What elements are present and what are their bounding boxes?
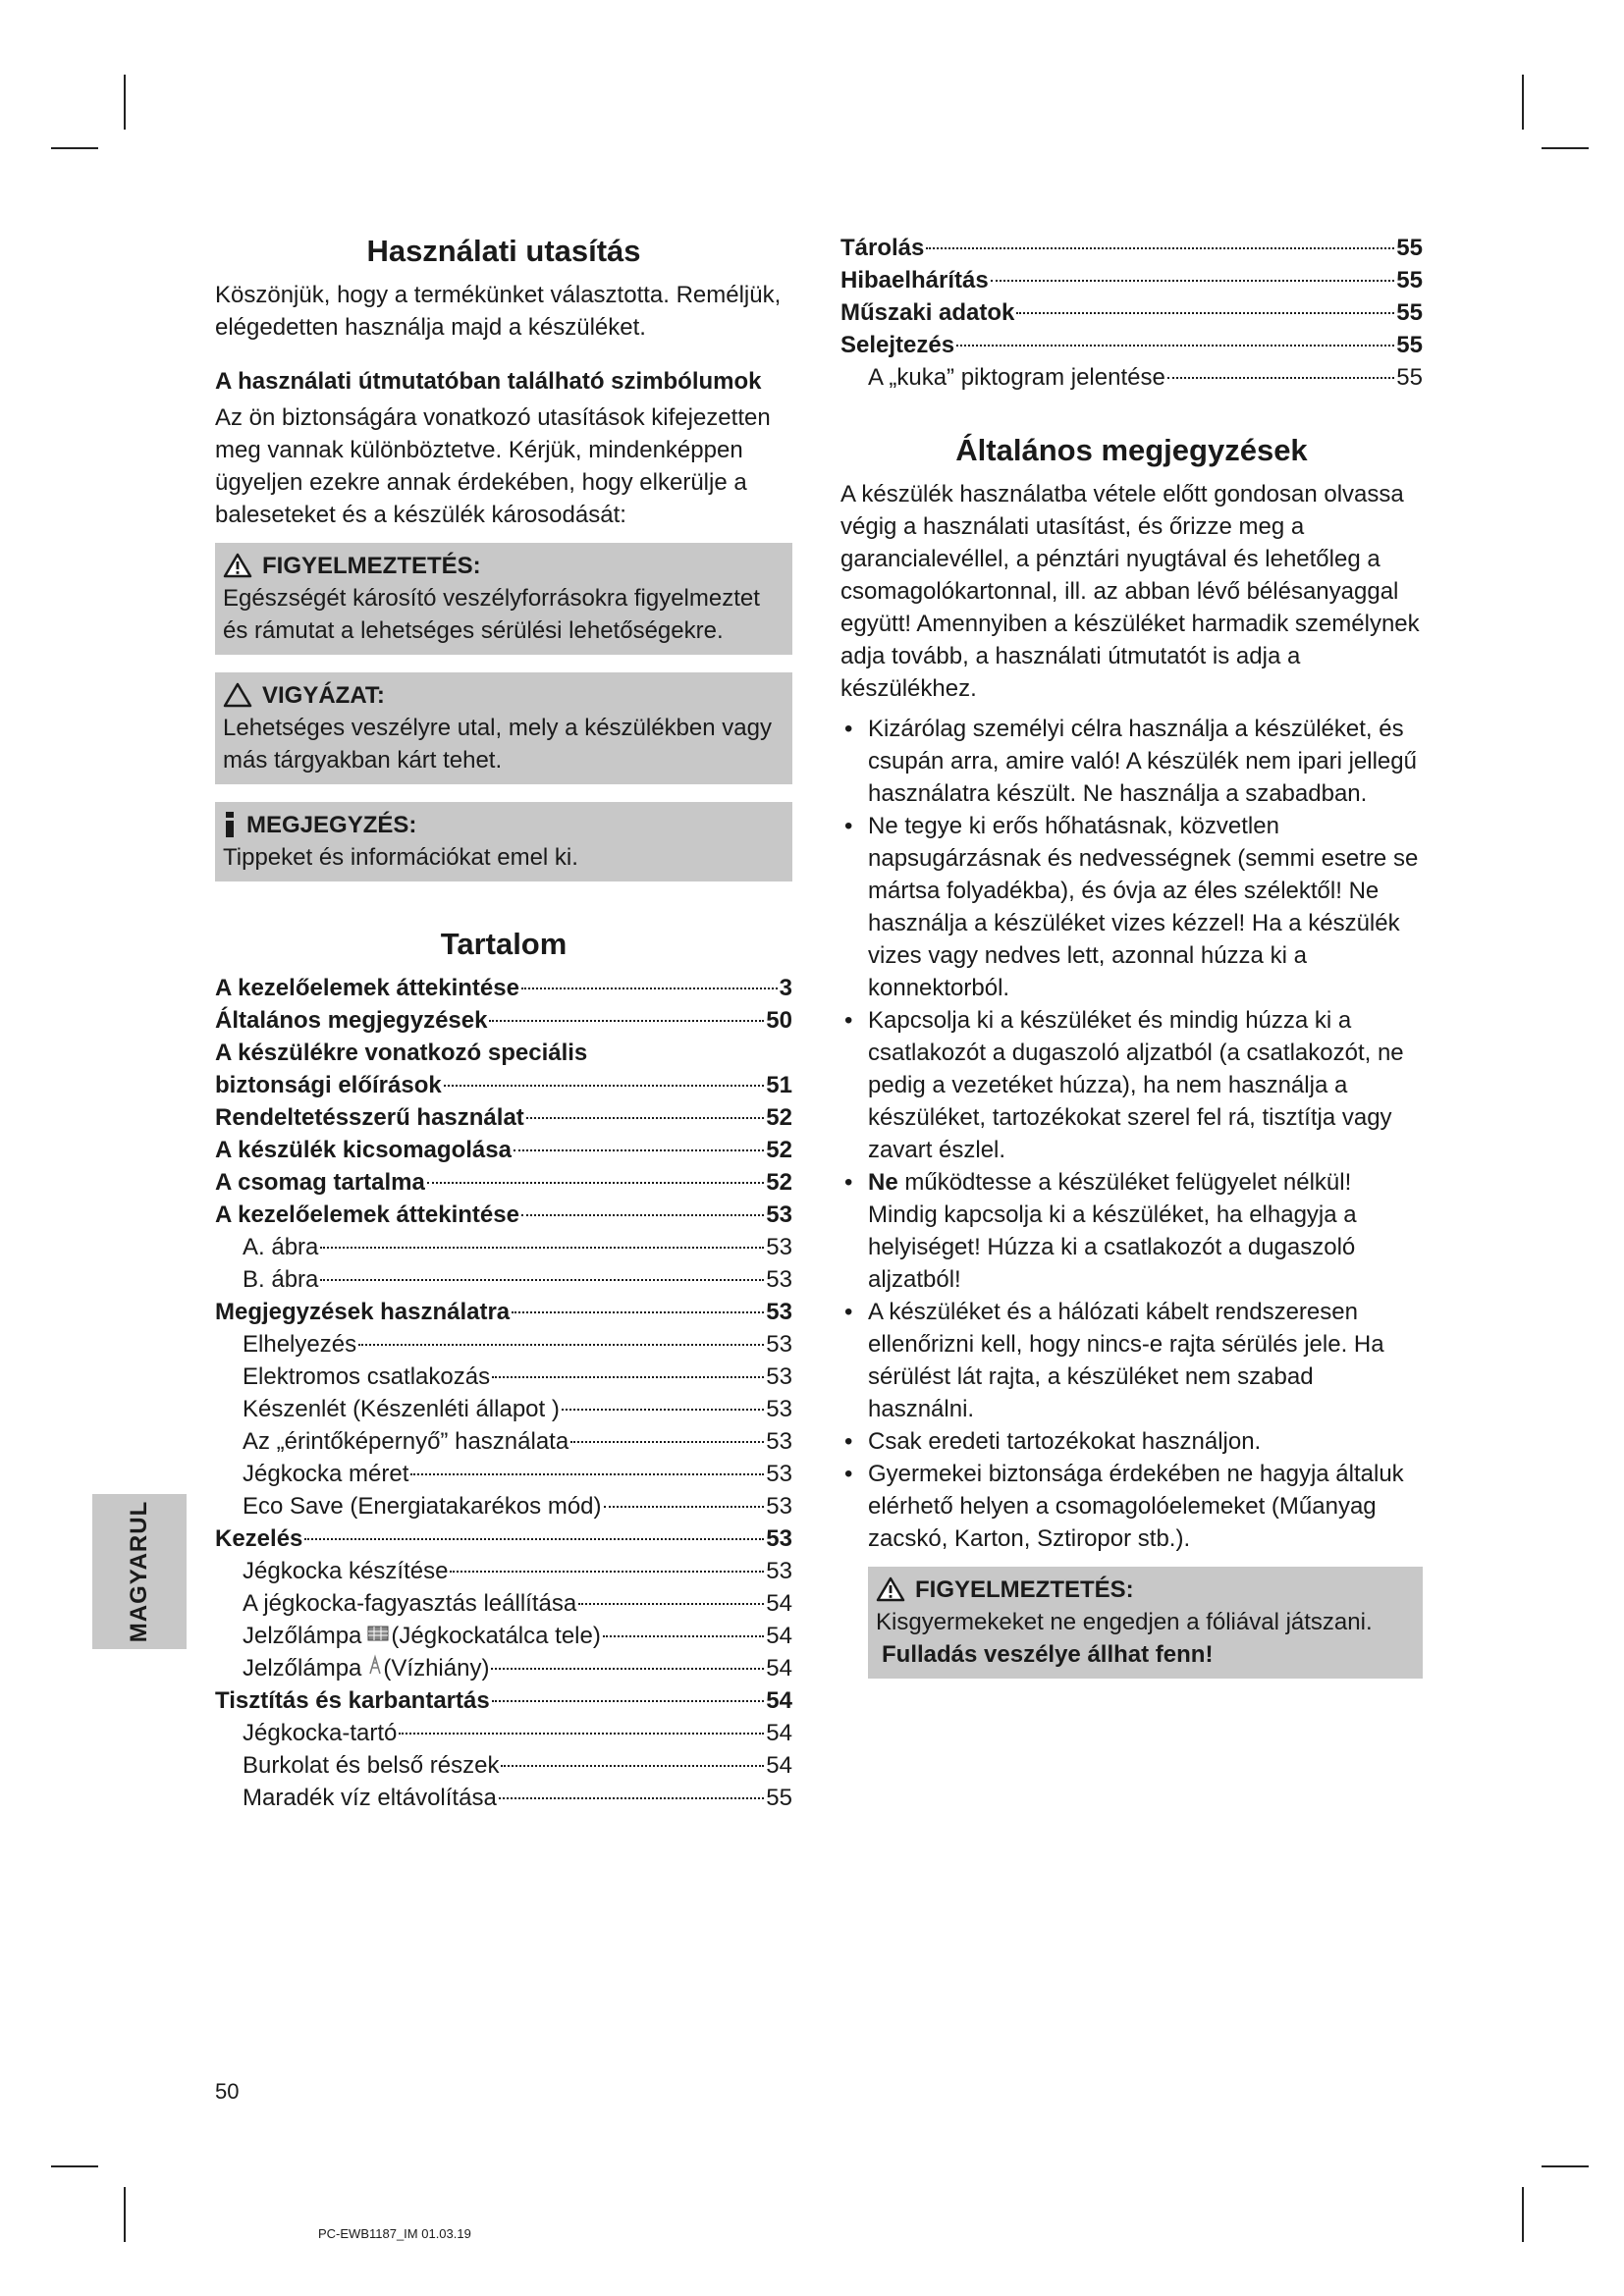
caution-title: VIGYÁZAT: — [262, 681, 385, 709]
toc-entry[interactable]: Az „érintőképernyő” használata 53 — [243, 1428, 792, 1455]
crop-mark — [1542, 147, 1589, 149]
toc-entry[interactable]: A kezelőelemek áttekintése 3 — [215, 975, 792, 1001]
toc-entry[interactable]: Készenlét (Készenléti állapot ) 53 — [243, 1396, 792, 1422]
crop-mark — [1522, 75, 1524, 130]
toc-entry[interactable]: Eco Save (Energiatakarékos mód) 53 — [243, 1493, 792, 1520]
toc-entry[interactable]: biztonsági előírások 51 — [215, 1072, 792, 1098]
toc-entry[interactable]: A „kuka” piktogram jelentése 55 — [868, 364, 1423, 391]
warning-title: FIGYELMEZTETÉS: — [262, 552, 481, 579]
toc-entry[interactable]: Jégkocka készítése 53 — [243, 1558, 792, 1584]
page-title: Használati utasítás — [366, 234, 641, 268]
toc-entry[interactable]: A. ábra 53 — [243, 1234, 792, 1260]
list-item: • Csak eredeti tartozékokat használjon. — [840, 1425, 1423, 1458]
toc-entry[interactable]: Selejtezés 55 — [840, 332, 1423, 358]
list-item: • Kapcsolja ki a készüléket és mindig húzza ki a csatlakozót a dugaszoló aljzatból (a csatlakozót, ne pedig a vezetéket húzza), ha nem használja a készüléket, tartozékokat szerel fel rá, tisztítja vagy zavart észlel. — [840, 1004, 1423, 1166]
table-of-contents-continued — [840, 232, 1423, 394]
toc-entry[interactable]: Elektromos csatlakozás 53 — [243, 1363, 792, 1390]
warning-title: FIGYELMEZTETÉS: — [915, 1575, 1134, 1603]
language-tab — [92, 1494, 187, 1649]
page-number: 50 — [215, 2079, 240, 2104]
ice-tray-full-icon — [367, 1624, 389, 1643]
crop-mark — [1542, 2165, 1589, 2167]
toc-entry[interactable]: Maradék víz eltávolítása 55 — [243, 1785, 792, 1811]
list-item: • Gyermekei biztonsága érdekében ne hagyja általuk elérhető helyen a csomagolóelemeket (Műanyag zacskó, Karton, Sztiropor stb.). — [840, 1458, 1423, 1555]
warning-box — [215, 543, 792, 655]
toc-entry[interactable]: Elhelyezés 53 — [243, 1331, 792, 1358]
intro-text: Köszönjük, hogy a termékünket választotta. Reméljük, elégedetten használja majd a készüléket. — [215, 282, 782, 341]
symbols-heading: A használati útmutatóban található szimbólumok — [215, 368, 762, 395]
toc-title: Tartalom — [440, 927, 568, 961]
toc-entry[interactable]: Rendeltetésszerű használat 52 — [215, 1104, 792, 1131]
list-item: • A készüléket és a hálózati kábelt rendszeresen ellenőrizni kell, hogy nincs-e rajta sérülés jele. Ha sérülést lát rajta, a készüléket nem szabad használni. — [840, 1296, 1423, 1425]
caution-triangle-icon — [223, 682, 252, 708]
toc-entry[interactable]: B. ábra 53 — [243, 1266, 792, 1293]
toc-entry[interactable]: Tárolás 55 — [840, 235, 1423, 261]
crop-mark — [51, 147, 98, 149]
caution-text: Lehetséges veszélyre utal, mely a készülékben vagy más tárgyakban kárt tehet. — [223, 715, 772, 774]
toc-entry-line: A készülékre vonatkozó speciális — [215, 1040, 588, 1066]
toc-entry[interactable]: Jégkocka méret 53 — [243, 1461, 792, 1487]
document-code: PC-EWB1187_IM 01.03.19 — [318, 2226, 471, 2241]
note-title: MEGJEGYZÉS: — [246, 811, 417, 838]
general-notes-text: A készülék használatba vétele előtt gondosan olvassa végig a használati utasítást, és őrizze meg a garancialevéllel, a pénztári nyugtával és lehetőleg a csomagolókartonnal, ill. az abban lévő bélésanyaggal együtt! Amennyiben a készüléket harmadik személynek adja tovább, a használati útmutatót is adja a készülékhez. — [840, 481, 1420, 702]
list-item: • Ne tegye ki erős hőhatásnak, közvetlen napsugárzásnak és nedvességnek (semmi esetre se mártsa folyadékba), és óvja az éles szélektől! Ne használja a készüléket vizes kézzel! Ha a készülék vizes vagy nedves lett, azonnal húzza ki a konnektorból. — [840, 810, 1423, 1004]
right-column — [840, 232, 1423, 1679]
general-notes-title: Általános megjegyzések — [955, 433, 1308, 467]
list-item-text: működtesse a készüléket felügyelet nélkül! Mindig kapcsolja ki a készüléket, ha elhagyja a helyiséget! Húzza ki a csatlakozót a dugaszoló aljzatból! — [868, 1169, 1357, 1293]
safety-list — [840, 713, 1423, 1555]
list-item — [840, 1166, 1423, 1296]
water-shortage-icon — [367, 1654, 383, 1676]
toc-entry[interactable]: Kezelés 53 — [215, 1525, 792, 1552]
toc-entry[interactable]: Jelzőlámpa (Vízhiány) 54 — [243, 1655, 792, 1682]
toc-entry[interactable]: Megjegyzések használatra 53 — [215, 1299, 792, 1325]
left-column — [215, 232, 792, 1814]
toc-entry[interactable]: A készülék kicsomagolása 52 — [215, 1137, 792, 1163]
warning-text: Kisgyermekeket ne engedjen a fóliával játszani. — [876, 1609, 1373, 1635]
toc-entry[interactable]: Hibaelhárítás 55 — [840, 267, 1423, 294]
warning-text: Egészségét károsító veszélyforrásokra figyelmeztet és rámutat a lehetséges sérülési lehetőségekre. — [223, 585, 760, 644]
crop-mark — [51, 2165, 98, 2167]
toc-entry[interactable]: Jégkocka-tartó 54 — [243, 1720, 792, 1746]
symbols-text: Az ön biztonságára vonatkozó utasítások kifejezetten meg vannak különböztetve. Kérjük, mindenképpen ügyeljen ezekre annak érdekében, hogy elkerülje a baleseteket és a készülék károsodását: — [215, 404, 771, 528]
crop-mark — [1522, 2187, 1524, 2242]
toc-entry[interactable]: Jelzőlámpa (Jégkockatálca tele) 54 — [243, 1623, 792, 1649]
toc-entry[interactable]: Általános megjegyzések 50 — [215, 1007, 792, 1034]
note-box — [215, 802, 792, 881]
toc-entry[interactable]: Tisztítás és karbantartás 54 — [215, 1687, 792, 1714]
language-label: MAGYARUL — [126, 1500, 153, 1643]
warning-triangle-icon — [876, 1576, 905, 1602]
warning-bold-text: Fulladás veszélye állhat fenn! — [882, 1641, 1214, 1668]
list-item-bold: Ne — [868, 1169, 898, 1196]
caution-box — [215, 672, 792, 784]
toc-entry[interactable]: A kezelőelemek áttekintése 53 — [215, 1201, 792, 1228]
toc-entry[interactable]: Burkolat és belső részek 54 — [243, 1752, 792, 1779]
toc-entry[interactable]: A csomag tartalma 52 — [215, 1169, 792, 1196]
list-item: • Kizárólag személyi célra használja a készüléket, és csupán arra, amire való! A készülék nem ipari jellegű használatra készült. Ne használja a szabadban. — [840, 713, 1423, 810]
warning-box-right — [868, 1567, 1423, 1679]
info-icon — [223, 811, 237, 838]
warning-triangle-icon — [223, 553, 252, 578]
crop-mark — [124, 75, 126, 130]
toc-entry[interactable]: A jégkocka-fagyasztás leállítása 54 — [243, 1590, 792, 1617]
toc-entry[interactable]: Műszaki adatok 55 — [840, 299, 1423, 326]
crop-mark — [124, 2187, 126, 2242]
note-text: Tippeket és információkat emel ki. — [223, 844, 578, 871]
table-of-contents — [215, 972, 792, 1814]
